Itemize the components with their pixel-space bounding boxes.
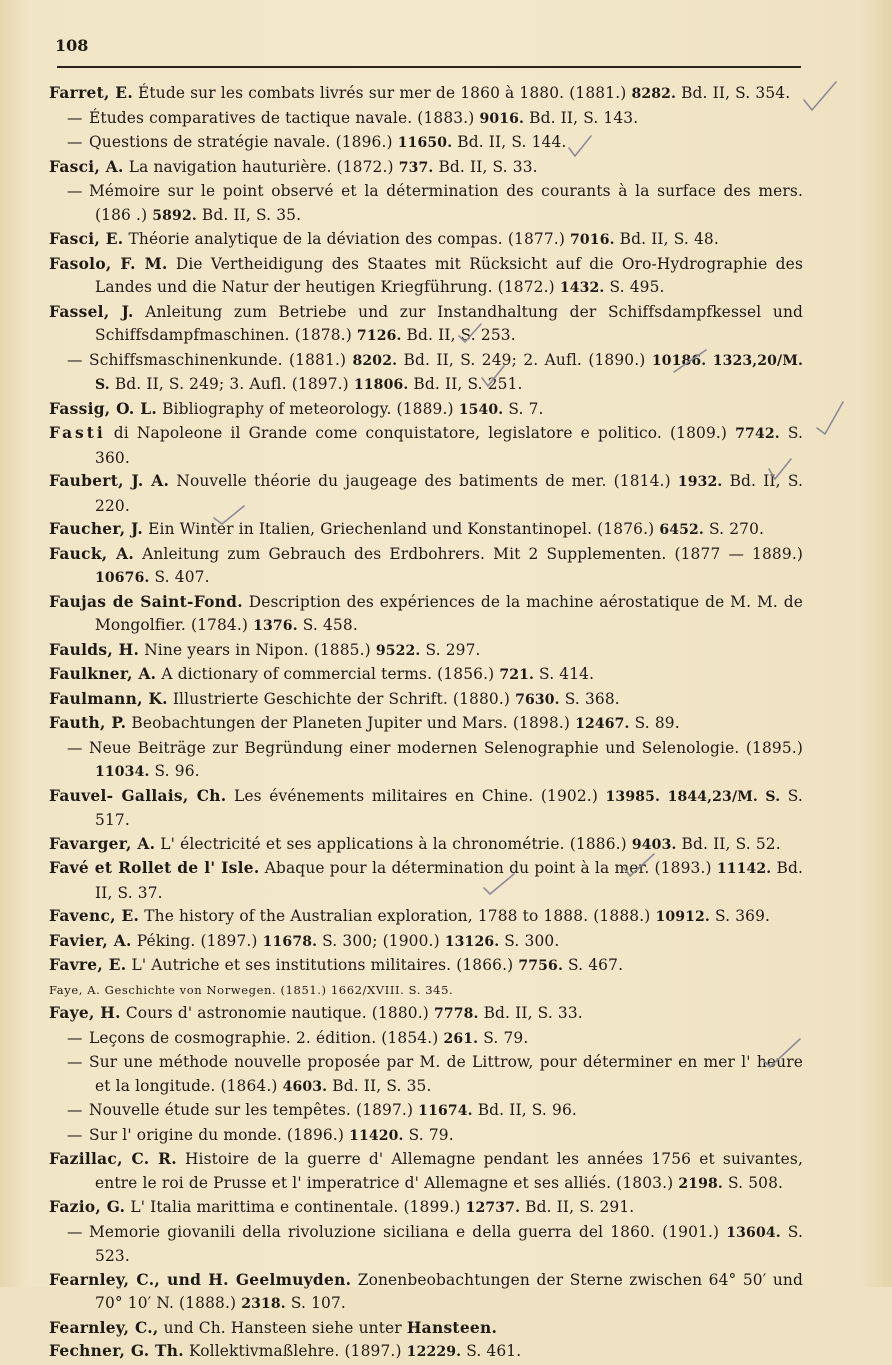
entry-title: Neue Beiträge zur Begründung einer modernen Selenographie und Selenologie. (1895.) bbox=[89, 738, 803, 757]
entry-author: Fauck, A. bbox=[49, 544, 135, 563]
bibliography-entry bbox=[49, 470, 804, 518]
entry-author: Faulmann, K. bbox=[49, 689, 168, 708]
bibliography-entry bbox=[49, 857, 803, 905]
bibliography-entry bbox=[49, 543, 804, 591]
bibliography-entry bbox=[49, 639, 803, 664]
entry-author: Fasti bbox=[49, 424, 106, 442]
entry-location: Bd. II, S. 96. bbox=[472, 1101, 577, 1119]
ditto-dash: — bbox=[67, 182, 83, 200]
page-number: 108 bbox=[55, 36, 89, 55]
entry-location: S. 300; (1900.) bbox=[317, 931, 445, 950]
entry-title: Die Vertheidigung des Staates mit Rücksicht auf die Oro-Hydrographie des Landes und die Natur der heutigen Kriegführung. (1872.) bbox=[95, 254, 803, 296]
ditto-dash: — bbox=[67, 1053, 83, 1071]
entry-title: La navigation hauturière. (1872.) bbox=[128, 157, 399, 176]
entry-location: Bd. II, S. 144. bbox=[452, 133, 567, 151]
entry-author: Faujas de Saint-Fond. bbox=[49, 592, 243, 611]
entry-catalog-number: 9403. bbox=[631, 836, 677, 853]
entry-location: S. 369. bbox=[709, 907, 771, 925]
entry-title: Sur l' origine du monde. (1896.) bbox=[89, 1125, 350, 1144]
entry-location: Bd. II, S. 37. bbox=[95, 859, 803, 902]
bibliography-entry bbox=[49, 82, 803, 107]
entry-location: Bd. II, S. 143. bbox=[524, 108, 639, 127]
entry-catalog-number: 261. bbox=[443, 1030, 479, 1047]
entry-location: S. 79. bbox=[403, 1125, 454, 1144]
entry-title: Questions de stratégie navale. (1896.) bbox=[89, 133, 398, 151]
entry-title: Théorie analytique de la déviation des compas. (1877.) bbox=[128, 230, 571, 248]
bibliography-entry bbox=[49, 712, 803, 737]
entry-author: Faubert, J. A. bbox=[49, 472, 170, 490]
entry-catalog-number: 5892. bbox=[152, 207, 197, 224]
entry-catalog-number: 11674. bbox=[418, 1103, 473, 1119]
entry-title: Kollektivmaßlehre. (1897.) bbox=[188, 1342, 407, 1360]
entry-catalog-number: 12467. bbox=[575, 716, 630, 732]
bibliography-entry bbox=[49, 833, 803, 858]
entry-location: S. 461. bbox=[461, 1342, 522, 1360]
entry-catalog-number: 11650. bbox=[397, 135, 453, 151]
entry-catalog-number: 9522. bbox=[375, 642, 421, 659]
entry-catalog-number: 10676. bbox=[95, 570, 150, 586]
entry-author: Fearnley, C., und H. Geelmuyden. bbox=[49, 1270, 352, 1289]
entry-catalog-number: 13985. bbox=[605, 788, 661, 805]
entry-author: Favenc, E. bbox=[49, 907, 140, 925]
entry-author: Fasolo, F. M. bbox=[49, 254, 168, 273]
entry-location: S. 89. bbox=[629, 714, 680, 732]
entry-author: Favarger, A. bbox=[49, 834, 156, 853]
entry-author: Favé et Rollet de l' Isle. bbox=[49, 859, 260, 877]
bibliography-entry bbox=[67, 131, 803, 156]
entry-catalog-number: 11806. bbox=[353, 377, 409, 393]
entry-catalog-number: 9016. bbox=[479, 110, 525, 127]
bibliography-entry bbox=[49, 1002, 803, 1027]
entry-catalog-number: 1540. bbox=[458, 401, 504, 418]
entry-catalog-number: 7742. bbox=[735, 426, 780, 442]
entry-author: Fearnley, C., bbox=[49, 1318, 159, 1337]
entry-location: Bd. II, S. 52. bbox=[676, 834, 781, 853]
entry-author: Favre, E. bbox=[49, 956, 127, 974]
bibliography-entry bbox=[49, 1340, 803, 1365]
entry-title: Bibliography of meteorology. (1889.) bbox=[162, 399, 459, 418]
ditto-dash: — bbox=[67, 1222, 83, 1241]
entry-title: Anleitung zum Gebrauch des Erdbohrers. Mit 2 Supplementen. (1877 — 1889.) bbox=[142, 544, 804, 563]
entry-catalog-number: 721. bbox=[499, 667, 535, 683]
entry-location: S. 517. bbox=[95, 786, 803, 829]
entry-location: Bd. II, S. 354. bbox=[676, 84, 791, 102]
entry-catalog-number: 12737. bbox=[465, 1200, 521, 1216]
entry-location: S. 495. bbox=[604, 278, 665, 296]
entry-catalog-number: 8282. bbox=[631, 86, 677, 102]
entry-location: S. 414. bbox=[534, 665, 595, 683]
ditto-dash: — bbox=[67, 350, 83, 369]
entry-title: Cours d' astronomie nautique. (1880.) bbox=[125, 1004, 434, 1022]
entry-title: Illustrierte Geschichte der Schrift. (1880.) bbox=[172, 689, 516, 708]
entry-title: Nouvelle théorie du jaugeage des batiments de mer. (1814.) bbox=[176, 472, 678, 490]
bibliography-entry bbox=[67, 1099, 803, 1124]
entry-author: Fechner, G. Th. bbox=[49, 1342, 184, 1360]
bibliography-entry bbox=[49, 518, 803, 543]
bibliography-entry bbox=[49, 1148, 804, 1196]
entry-catalog-number: 1323,20/M. S. bbox=[95, 352, 803, 393]
entry-location: S. 467. bbox=[562, 956, 624, 974]
entry-author: Fassel, J. bbox=[49, 302, 134, 321]
bibliography-entry bbox=[49, 905, 803, 930]
entry-location: Bd. II, S. 35. bbox=[327, 1076, 432, 1095]
bibliography-list bbox=[0, 82, 892, 1365]
entry-author: Fasci, A. bbox=[49, 157, 124, 176]
entry-catalog-number: 2318. bbox=[241, 1296, 286, 1312]
bibliography-entry bbox=[49, 228, 803, 253]
entry-title: Sur une méthode nouvelle proposée par M. de Littrow, pour déterminer en mer l' heure et la longitude. (1864.) bbox=[89, 1053, 803, 1095]
entry-location: S. 107. bbox=[285, 1294, 346, 1312]
header-rule bbox=[57, 66, 801, 68]
ditto-dash: — bbox=[67, 738, 83, 757]
entry-title: Nouvelle étude sur les tempêtes. (1897.) bbox=[89, 1101, 419, 1119]
entry-author: Fazillac, C. R. bbox=[49, 1150, 177, 1168]
entry-title: Schiffsmaschinenkunde. (1881.) bbox=[89, 350, 353, 369]
entry-title: di Napoleone il Grande come conquistatore, legislatore e politico. (1809.) bbox=[113, 424, 736, 442]
entry-location: Bd. II, S. 48. bbox=[614, 230, 719, 248]
entry-location: Bd. II, S. 33. bbox=[478, 1004, 583, 1022]
entry-location: Bd. II, S. 249; 3. Aufl. (1897.) bbox=[109, 375, 354, 393]
entry-author: Faye, H. bbox=[49, 1004, 121, 1022]
entry-catalog-number: 7756. bbox=[518, 958, 563, 974]
entry-catalog-number: 13604. bbox=[726, 1224, 781, 1241]
entry-catalog-number: 4603. bbox=[282, 1078, 328, 1095]
bibliography-entry bbox=[67, 1027, 803, 1052]
entry-catalog-number: 1376. bbox=[253, 618, 298, 634]
entry-catalog-number: 10912. bbox=[655, 909, 710, 925]
bibliography-entry bbox=[49, 253, 803, 301]
entry-title: L' Italia marittima e continentale. (1899.) bbox=[130, 1198, 466, 1216]
entry-catalog-number: 1432. bbox=[559, 280, 605, 296]
entry-location: Bd. II, S. 249; 2. Aufl. (1890.) bbox=[397, 350, 652, 369]
entry-location: Bd. II, S. 291. bbox=[520, 1198, 635, 1216]
entry-location: Bd. II, S. 33. bbox=[433, 157, 538, 176]
ditto-dash: — bbox=[67, 1125, 83, 1144]
entry-catalog-number: 7778. bbox=[433, 1006, 479, 1022]
entry-location: S. 407. bbox=[149, 568, 210, 586]
entry-title: The history of the Australian exploration, 1788 to 1888. (1888.) bbox=[144, 907, 656, 925]
bibliography-entry bbox=[67, 1124, 803, 1149]
entry-location: S. 300. bbox=[499, 931, 560, 950]
entry-catalog-number: 6452. bbox=[659, 522, 704, 538]
bibliography-entry bbox=[67, 737, 803, 785]
entry-title: und Ch. Hansteen siehe unter bbox=[163, 1318, 407, 1337]
entry-catalog-number: 8202. bbox=[352, 352, 398, 369]
entry-title: Beobachtungen der Planeten Jupiter und Mars. (1898.) bbox=[131, 714, 576, 732]
entry-location: S. 523. bbox=[95, 1222, 803, 1265]
entry-location: S. 79. bbox=[478, 1028, 529, 1047]
entry-catalog-number: 12229. bbox=[406, 1344, 462, 1360]
entry-title: Étude sur les combats livrés sur mer de 1860 à 1880. (1881.) bbox=[138, 84, 632, 102]
entry-catalog-number: 7630. bbox=[515, 691, 560, 708]
entry-author: Fauth, P. bbox=[49, 714, 127, 732]
entry-author: Faulds, H. bbox=[49, 640, 140, 659]
bibliography-entry bbox=[49, 591, 803, 639]
bibliography-entry bbox=[67, 107, 803, 132]
entry-title: Nine years in Nipon. (1885.) bbox=[144, 640, 376, 659]
bibliography-entry bbox=[49, 156, 803, 181]
bibliography-entry bbox=[67, 180, 803, 228]
entry-location: Bd. II, S. 35. bbox=[196, 205, 302, 224]
entry-catalog-number: 1932. bbox=[677, 474, 723, 490]
entry-author: Fasci, E. bbox=[49, 230, 124, 248]
entry-catalog-number: 737. bbox=[398, 159, 434, 176]
bibliography-entry bbox=[49, 930, 803, 955]
bibliography-entry bbox=[67, 1221, 803, 1269]
entry-catalog-number: 10186. bbox=[651, 352, 707, 369]
entry-catalog-number: 7016. bbox=[570, 232, 615, 248]
entry-author: Faulkner, A. bbox=[49, 665, 157, 683]
entry-title: Memorie giovanili della rivoluzione siciliana e della guerra del 1860. (1901.) bbox=[89, 1222, 727, 1241]
entry-title: Anleitung zum Betriebe und zur Instandhaltung der Schiffsdampfkessel und Schiffsdampfmaschinen. (1878.) bbox=[95, 302, 804, 344]
entry-location: S. 458. bbox=[297, 616, 358, 634]
entry-title: Zonenbeobachtungen der Sterne zwischen 64° 50′ und 70° 10′ N. (1888.) bbox=[95, 1270, 803, 1312]
entry-title: Mémoire sur le point observé et la détermination des courants à la surface des mers. (186 .) bbox=[89, 182, 803, 224]
entry-location: Bd. II, S. 251. bbox=[408, 375, 523, 393]
entry-title: Études comparatives de tactique navale. (1883.) bbox=[89, 108, 480, 127]
entry-location: Bd. II, S. 253. bbox=[401, 326, 516, 344]
entry-author: Faucher, J. bbox=[49, 520, 144, 538]
entry-catalog-number: 11420. bbox=[349, 1127, 404, 1144]
entry-catalog-number: 11678. bbox=[262, 933, 318, 950]
bibliography-entry bbox=[49, 422, 803, 470]
entry-author: Farret, E. bbox=[49, 84, 133, 102]
entry-location: S. 368. bbox=[559, 689, 620, 708]
entry-location: S. 297. bbox=[420, 640, 481, 659]
entry-catalog-number: 11142. bbox=[716, 861, 772, 877]
entry-catalog-number: 13126. bbox=[444, 933, 500, 950]
entry-title: Leçons de cosmographie. 2. édition. (1854.) bbox=[89, 1028, 444, 1047]
bibliography-entry bbox=[49, 1317, 803, 1341]
entry-catalog-number: 1844,23/M. S. bbox=[667, 788, 781, 805]
entry-title: Péking. (1897.) bbox=[136, 931, 263, 950]
entry-title: Les événements militaires en Chine. (1902.) bbox=[233, 786, 606, 805]
entry-title: L' électricité et ses applications à la chronométrie. (1886.) bbox=[160, 834, 632, 853]
entry-author: Fazio, G. bbox=[49, 1198, 126, 1216]
bibliography-entry bbox=[67, 349, 803, 398]
entry-author: Fauvel- Gallais, Ch. bbox=[49, 786, 227, 805]
bibliography-entry bbox=[49, 1196, 803, 1221]
bibliography-entry bbox=[49, 688, 803, 713]
entry-catalog-number: 2198. bbox=[678, 1175, 723, 1192]
bibliography-entry bbox=[49, 785, 803, 833]
entry-location: Bd. II, S. 220. bbox=[95, 472, 804, 515]
ditto-dash: — bbox=[67, 1101, 83, 1119]
entry-title: A dictionary of commercial terms. (1856.) bbox=[161, 665, 500, 683]
bibliography-entry bbox=[49, 1269, 803, 1317]
ditto-dash: — bbox=[67, 108, 83, 127]
entry-location: S. 360. bbox=[95, 424, 803, 467]
bibliography-entry bbox=[49, 301, 804, 349]
entry-title: Histoire de la guerre d' Allemagne pendant les années 1756 et suivantes, entre le roi de Prusse et l' imperatrice d' Allemagne et ses alliés. (1803.) bbox=[95, 1150, 804, 1192]
entry-location: S. 270. bbox=[703, 520, 765, 538]
bibliography-entry bbox=[49, 954, 803, 979]
entry-title: Description des expériences de la machine aérostatique de M. M. de Mongolfier. (1784.) bbox=[95, 592, 803, 634]
entry-catalog-number: 7126. bbox=[356, 328, 402, 344]
entry-catalog-number: 11034. bbox=[95, 764, 150, 780]
bibliography-entry bbox=[49, 398, 803, 423]
entry-author: Favier, A. bbox=[49, 931, 132, 950]
entry-title: Faye, A. Geschichte von Norwegen. (1851.) 1662/XVIII. S. 345. bbox=[49, 982, 454, 997]
entry-title: L' Autriche et ses institutions militaires. (1866.) bbox=[131, 956, 519, 974]
entry-location: S. 7. bbox=[503, 399, 544, 418]
ditto-dash: — bbox=[67, 1028, 83, 1047]
entry-cross-reference: Hansteen. bbox=[406, 1318, 498, 1337]
entry-location bbox=[660, 787, 668, 805]
ditto-dash: — bbox=[67, 133, 83, 151]
bibliography-entry bbox=[49, 979, 803, 1003]
entry-author: Fassig, O. L. bbox=[49, 399, 158, 418]
entry-location: S. 508. bbox=[722, 1173, 784, 1192]
entry-location: S. 96. bbox=[149, 762, 200, 780]
entry-title: Abaque pour la détermination du point à la mer. (1893.) bbox=[264, 859, 717, 877]
bibliography-entry bbox=[67, 1051, 803, 1099]
bibliography-entry bbox=[49, 663, 803, 688]
entry-title: Ein Winter in Italien, Griechenland und Konstantinopel. (1876.) bbox=[148, 520, 660, 538]
